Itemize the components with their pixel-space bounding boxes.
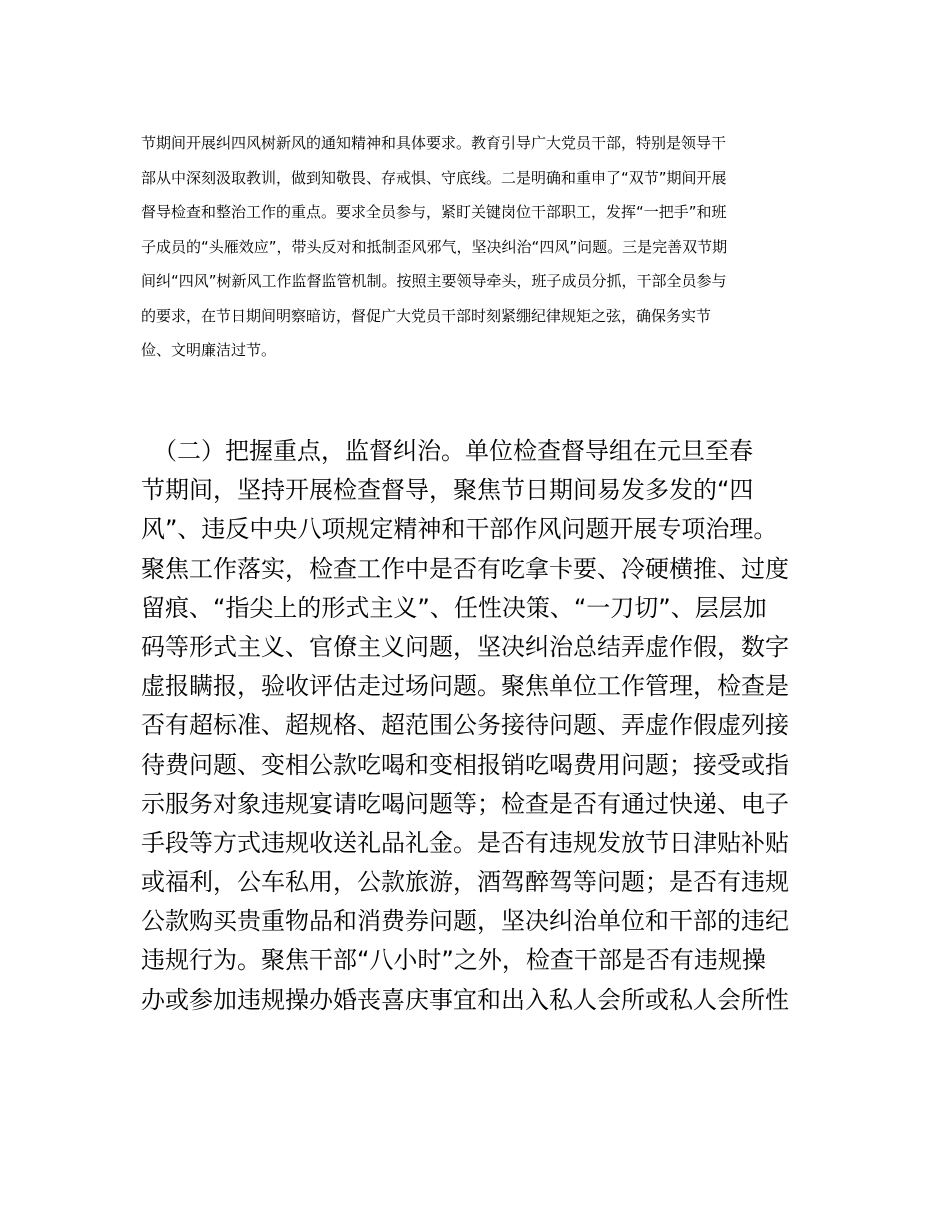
section-paragraph (141, 432, 821, 1020)
text-line: 的要求，在节日期间明察暗访，督促广大党员干部时刻紧绷纪律规矩之弦，确保务实节 (141, 306, 712, 325)
text-line: 否有超标准、超规格、超范围公务接待问题、弄虚作假虚列接 (141, 711, 789, 740)
text-line: 或福利，公车私用，公款旅游，酒驾醉驾等问题；是否有违规 (141, 868, 789, 897)
text-line: 聚焦工作落实，检查工作中是否有吃拿卡要、冷硬横推、过度 (141, 554, 789, 583)
paragraph-continuation (141, 126, 821, 368)
text-line: 部从中深刻汲取教训，做到知敬畏、存戒惧、守底线。二是明确和重申了“双节”期间开展 (141, 168, 727, 187)
text-line: 码等形式主义、官僚主义问题，坚决纠治总结弄虚作假，数字 (141, 632, 789, 661)
text-line: 留痕、“指尖上的形式主义”、任性决策、“一刀切”、层层加 (141, 593, 767, 622)
text-line: 违规行为。聚焦干部“八小时”之外，检查干部是否有违规操 (141, 946, 766, 975)
text-line: 示服务对象违规宴请吃喝问题等；检查是否有通过快递、电子 (141, 789, 789, 818)
text-line: 待费问题、变相公款吃喝和变相报销吃喝费用问题；接受或指 (141, 750, 789, 779)
text-line: 俭、文明廉洁过节。 (141, 341, 277, 359)
text-line: 间纠“四风”树新风工作监督监管机制。按照主要领导牵头，班子成员分抓，干部全员参与 (141, 272, 727, 290)
text-line: 节期间开展纠四风树新风的通知精神和具体要求。教育引导广大党员干部，特别是领导干 (141, 134, 727, 152)
text-line: 公款购买贵重物品和消费券问题，坚决纠治单位和干部的违纪 (141, 907, 789, 936)
text-line: 手段等方式违规收送礼品礼金。是否有违规发放节日津贴补贴 (141, 828, 789, 857)
text-line: 虚报瞒报，验收评估走过场问题。聚焦单位工作管理，检查是 (141, 672, 789, 701)
text-line: 风”、违反中央八项规定精神和干部作风问题开展专项治理。 (141, 515, 778, 544)
text-line: 督导检查和整治工作的重点。要求全员参与，紧盯关键岗位干部职工，发挥“一把手”和班 (141, 203, 727, 221)
text-line: 子成员的“头雁效应”，带头反对和抵制歪风邪气，坚决纠治“四风”问题。三是完善双节期 (141, 237, 728, 256)
text-line: 办或参加违规操办婚丧喜庆事宜和出入私人会所或私人会所性 (141, 985, 789, 1014)
text-line: 节期间，坚持开展检查督导，聚焦节日期间易发多发的“四 (141, 476, 754, 505)
text-line: （二）把握重点，监督纠治。单位检查督导组在元旦至春 (141, 437, 753, 465)
